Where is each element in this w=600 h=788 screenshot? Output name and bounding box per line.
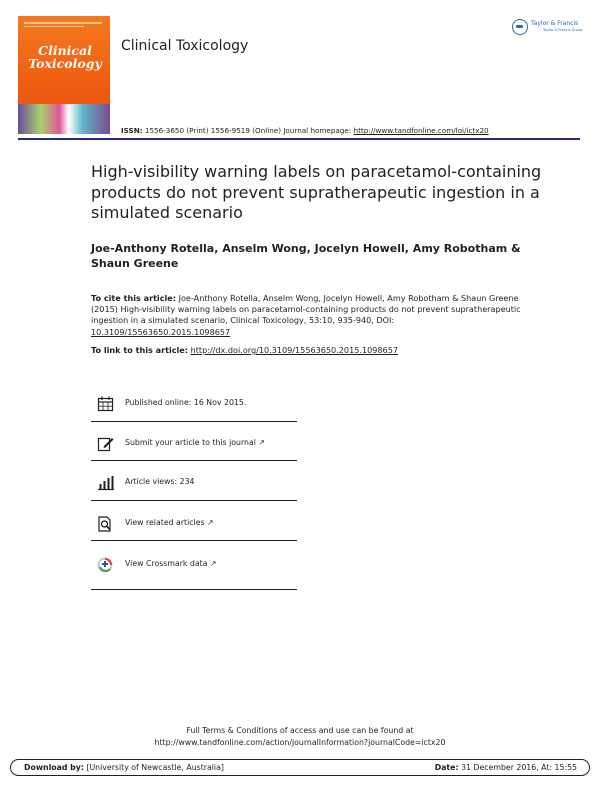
download-info-bar bbox=[10, 759, 590, 776]
external-link-icon: ↗ bbox=[209, 559, 217, 568]
terms-line1: Full Terms & Conditions of access and use can be found at bbox=[186, 726, 414, 735]
citation-doi-link[interactable]: 10.3109/15563650.2015.1098657 bbox=[91, 326, 231, 337]
publisher-logo-subtext: Taylor & Francis Group bbox=[543, 28, 583, 32]
download-by-value: [University of Newcastle, Australia] bbox=[86, 763, 224, 772]
journal-cover-image bbox=[18, 16, 110, 134]
cover-decor-line bbox=[24, 22, 102, 24]
article-authors: Joe-Anthony Rotella, Anselm Wong, Jocelyn Howell, Amy Robotham & Shaun Greene bbox=[91, 242, 521, 270]
article-views-row bbox=[97, 475, 297, 491]
cover-title-line2: Toxicology bbox=[28, 56, 102, 71]
crossmark-link[interactable] bbox=[97, 557, 297, 573]
citation-label: To cite this article: bbox=[91, 293, 177, 303]
published-online-text: Published online: 16 Nov 2015. bbox=[125, 398, 247, 407]
article-link-label: To link to this article: bbox=[91, 345, 189, 355]
download-by-label: Download by: bbox=[24, 763, 84, 772]
related-articles-link[interactable] bbox=[97, 516, 297, 532]
cover-title-line1: Clinical bbox=[38, 43, 92, 58]
download-by bbox=[24, 763, 224, 772]
header-rule bbox=[18, 138, 580, 140]
related-articles-text bbox=[125, 518, 214, 527]
divider bbox=[91, 460, 297, 461]
publisher-logo-text: Taylor & Francis bbox=[531, 20, 579, 27]
related-articles-label: View related articles bbox=[125, 518, 205, 527]
article-link-url[interactable]: http://dx.doi.org/10.3109/15563650.2015.1098657 bbox=[190, 345, 398, 355]
publisher-logo[interactable] bbox=[512, 19, 584, 39]
published-online-row bbox=[97, 396, 297, 412]
divider bbox=[91, 540, 297, 541]
article-views-text: Article views: 234 bbox=[125, 477, 195, 486]
cover-title bbox=[22, 44, 108, 70]
article-title: High-visibility warning labels on paracetamol-containing products do not prevent supratherapeutic ingestion in a simulated scenario bbox=[91, 162, 542, 222]
issn-label: ISSN: bbox=[121, 126, 143, 135]
search-document-icon bbox=[97, 516, 117, 532]
cover-decor-line bbox=[24, 26, 84, 27]
bar-chart-icon bbox=[97, 475, 117, 491]
download-date bbox=[435, 763, 577, 772]
divider bbox=[91, 589, 297, 590]
cover-photo-strip bbox=[18, 104, 110, 134]
citation-text: Joe-Anthony Rotella, Anselm Wong, Jocelyn Howell, Amy Robotham & Shaun Greene (2015) High-visibility warning labels on paracetamol-containing products do not prevent supratherapeutic ingestion in a simulated scenario, Clinical Toxicology, 53:10, 935-940, DOI: bbox=[91, 293, 521, 326]
crossmark-icon bbox=[97, 557, 117, 573]
terms-url[interactable]: http://www.tandfonline.com/action/journalInformation?journalCode=ictx20 bbox=[154, 737, 446, 747]
download-date-value: 31 December 2016, At: 15:55 bbox=[461, 763, 577, 772]
download-date-label: Date: bbox=[434, 763, 459, 772]
issn-text: 1556-3650 (Print) 1556-9519 (Online) Journal homepage: bbox=[144, 126, 352, 135]
external-link-icon: ↗ bbox=[258, 438, 265, 447]
journal-name: Clinical Toxicology bbox=[121, 38, 249, 54]
crossmark-label: View Crossmark data bbox=[125, 559, 208, 568]
citation-block bbox=[91, 293, 531, 338]
edit-icon bbox=[97, 436, 117, 452]
submit-article-label: Submit your article to this journal bbox=[125, 438, 256, 447]
divider bbox=[91, 500, 297, 501]
publisher-logo-icon bbox=[512, 19, 528, 35]
issn-line bbox=[121, 126, 489, 135]
calendar-icon bbox=[97, 396, 117, 412]
crossmark-text bbox=[125, 559, 217, 568]
external-link-icon: ↗ bbox=[207, 518, 214, 527]
divider bbox=[91, 421, 297, 422]
terms-footer bbox=[0, 725, 600, 748]
article-link-line bbox=[91, 345, 398, 355]
journal-homepage-link[interactable]: http://www.tandfonline.com/loi/ictx20 bbox=[353, 126, 489, 135]
submit-article-text bbox=[125, 438, 265, 447]
submit-article-link[interactable] bbox=[97, 436, 297, 452]
